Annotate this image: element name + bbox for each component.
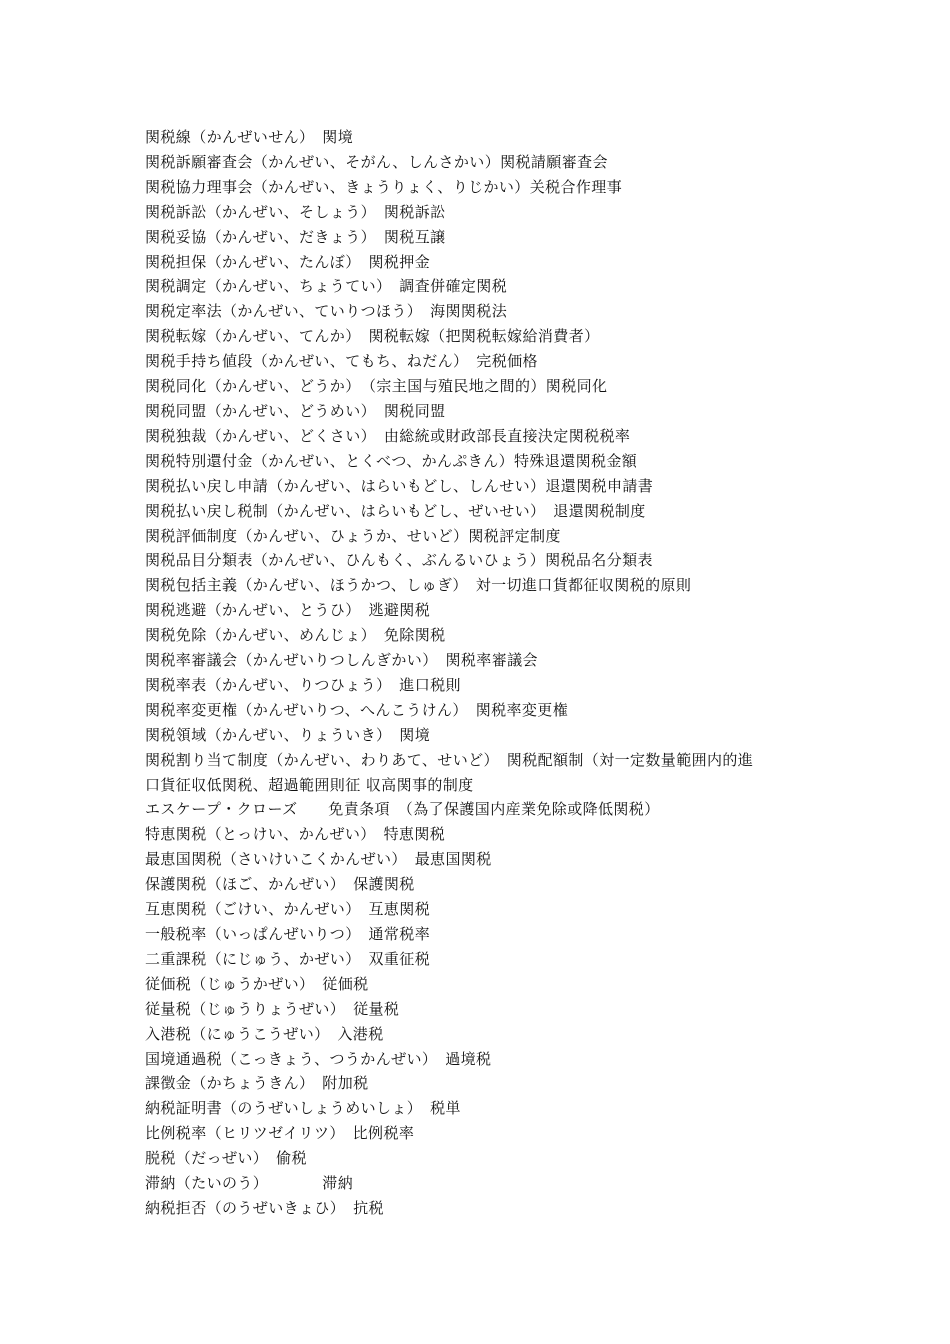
glossary-entry: 保護関税（ほご、かんぜい） 保護関税 [145,875,415,894]
glossary-entry: 口貨征収低関税、超過範囲則征 収高関事的制度 [145,775,474,794]
glossary-entry: 特恵関税（とっけい、かんぜい） 特恵関税 [145,825,446,844]
glossary-entry: 関税包括主義（かんぜい、ほうかつ、しゅぎ） 対一切進口貨都征収関税的原則 [145,576,692,595]
glossary-entry: 関税割り当て制度（かんぜい、わりあて、せいど） 関税配額制（対一定数量範囲内的進 [145,750,754,769]
glossary-entry: 関税率表（かんぜい、りつひょう） 進口税則 [145,675,461,694]
glossary-entry: 関税同化（かんぜい、どうか） （宗主国与殖民地之間的）関税同化 [145,377,608,396]
glossary-entry: 関税調定（かんぜい、ちょうてい） 調査併確定関税 [145,277,508,296]
glossary-entry: 関税率変更権（かんぜいりつ、へんこうけん） 関税率変更権 [145,700,569,719]
glossary-entry: 互恵関税（ごけい、かんぜい） 互恵関税 [145,900,431,919]
glossary-entry: 関税品目分類表（かんぜい、ひんもく、ぶんるいひょう）関税品名分類表 [145,551,653,570]
glossary-entry: 納税拒否（のうぜいきょひ） 抗税 [145,1198,384,1217]
glossary-entry: 関税訴願審査会（かんぜい、そがん、しんさかい）関税請願審査会 [145,152,608,171]
glossary-entry: 関税評価制度（かんぜい、ひょうか、せいど）関税評定制度 [145,526,561,545]
glossary-entry: 関税払い戻し申請（かんぜい、はらいもどし、しんせい）退還関税申請書 [145,476,654,495]
glossary-entry: 納税証明書（のうぜいしょうめいしょ） 税単 [145,1099,461,1118]
glossary-entry: 関税率審議会（かんぜいりつしんぎかい） 関税率審議会 [145,651,538,670]
glossary-entry: 関税協力理事会（かんぜい、きょうりょく、りじかい）关税合作理事 [145,177,623,196]
glossary-entry: 国境通過税（こっきょう、つうかんぜい） 過境税 [145,1049,492,1068]
glossary-entry: 関税同盟（かんぜい、どうめい） 関税同盟 [145,401,446,420]
glossary-entry: 関税手持ち値段（かんぜい、てもち、ねだん） 完税価格 [145,352,538,371]
glossary-entry: 関税領域（かんぜい、りょういき） 関境 [145,725,431,744]
glossary-entry: 関税特別還付金（かんぜい、とくべつ、かんぷきん）特殊退還関税金額 [145,451,638,470]
glossary-entry: 入港税（にゅうこうぜい） 入港税 [145,1024,384,1043]
glossary-entry: 関税免除（かんぜい、めんじょ） 免除関税 [145,626,446,645]
glossary-entry: 従量税（じゅうりょうぜい） 従量税 [145,999,400,1018]
glossary-entry: 関税独裁（かんぜい、どくさい） 由総統或財政部長直接決定関税税率 [145,426,631,445]
glossary-entry: 滞納（たいのう） 滞納 [145,1174,354,1193]
glossary-entry: エスケープ・クローズ 免責条項 （為了保護国内産業免除或降低関税） [145,800,660,819]
glossary-entry: 関税払い戻し税制（かんぜい、はらいもどし、ぜいせい） 退還関税制度 [145,501,646,520]
glossary-entry: 一般税率（いっぱんぜいりつ） 通常税率 [145,925,431,943]
glossary-entry: 関税逃避（かんぜい、とうひ） 逃避関税 [145,601,431,620]
glossary-entry: 関税担保（かんぜい、たんぼ） 関税押金 [145,252,431,271]
glossary-entry: 最恵国関税（さいけいこくかんぜい） 最恵国関税 [145,850,492,869]
glossary-entry: 関税定率法（かんぜい、ていりつほう） 海関関税法 [145,302,508,321]
glossary-entry: 脱税（だっぜい） 偷税 [145,1149,307,1168]
glossary-entry: 従価税（じゅうかぜい） 従価税 [145,974,369,993]
glossary-entry: 関税転嫁（かんぜい、てんか） 関税転嫁（把関税転嫁給消費者） [145,327,600,346]
glossary-entry: 関税訴訟（かんぜい、そしょう） 関税訴訟 [145,202,446,221]
glossary-entry: 関税線（かんぜいせん） 関境 [145,128,354,146]
glossary-list [145,125,845,1221]
glossary-entry: 関税妥協（かんぜい、だきょう） 関税互譲 [145,227,446,246]
glossary-entry: 二重課税（にじゅう、かぜい） 双重征税 [145,949,431,968]
glossary-entry: 課徴金（かちょうきん） 附加税 [145,1074,369,1093]
glossary-entry: 比例税率（ヒリツゼイリツ） 比例税率 [145,1124,415,1143]
